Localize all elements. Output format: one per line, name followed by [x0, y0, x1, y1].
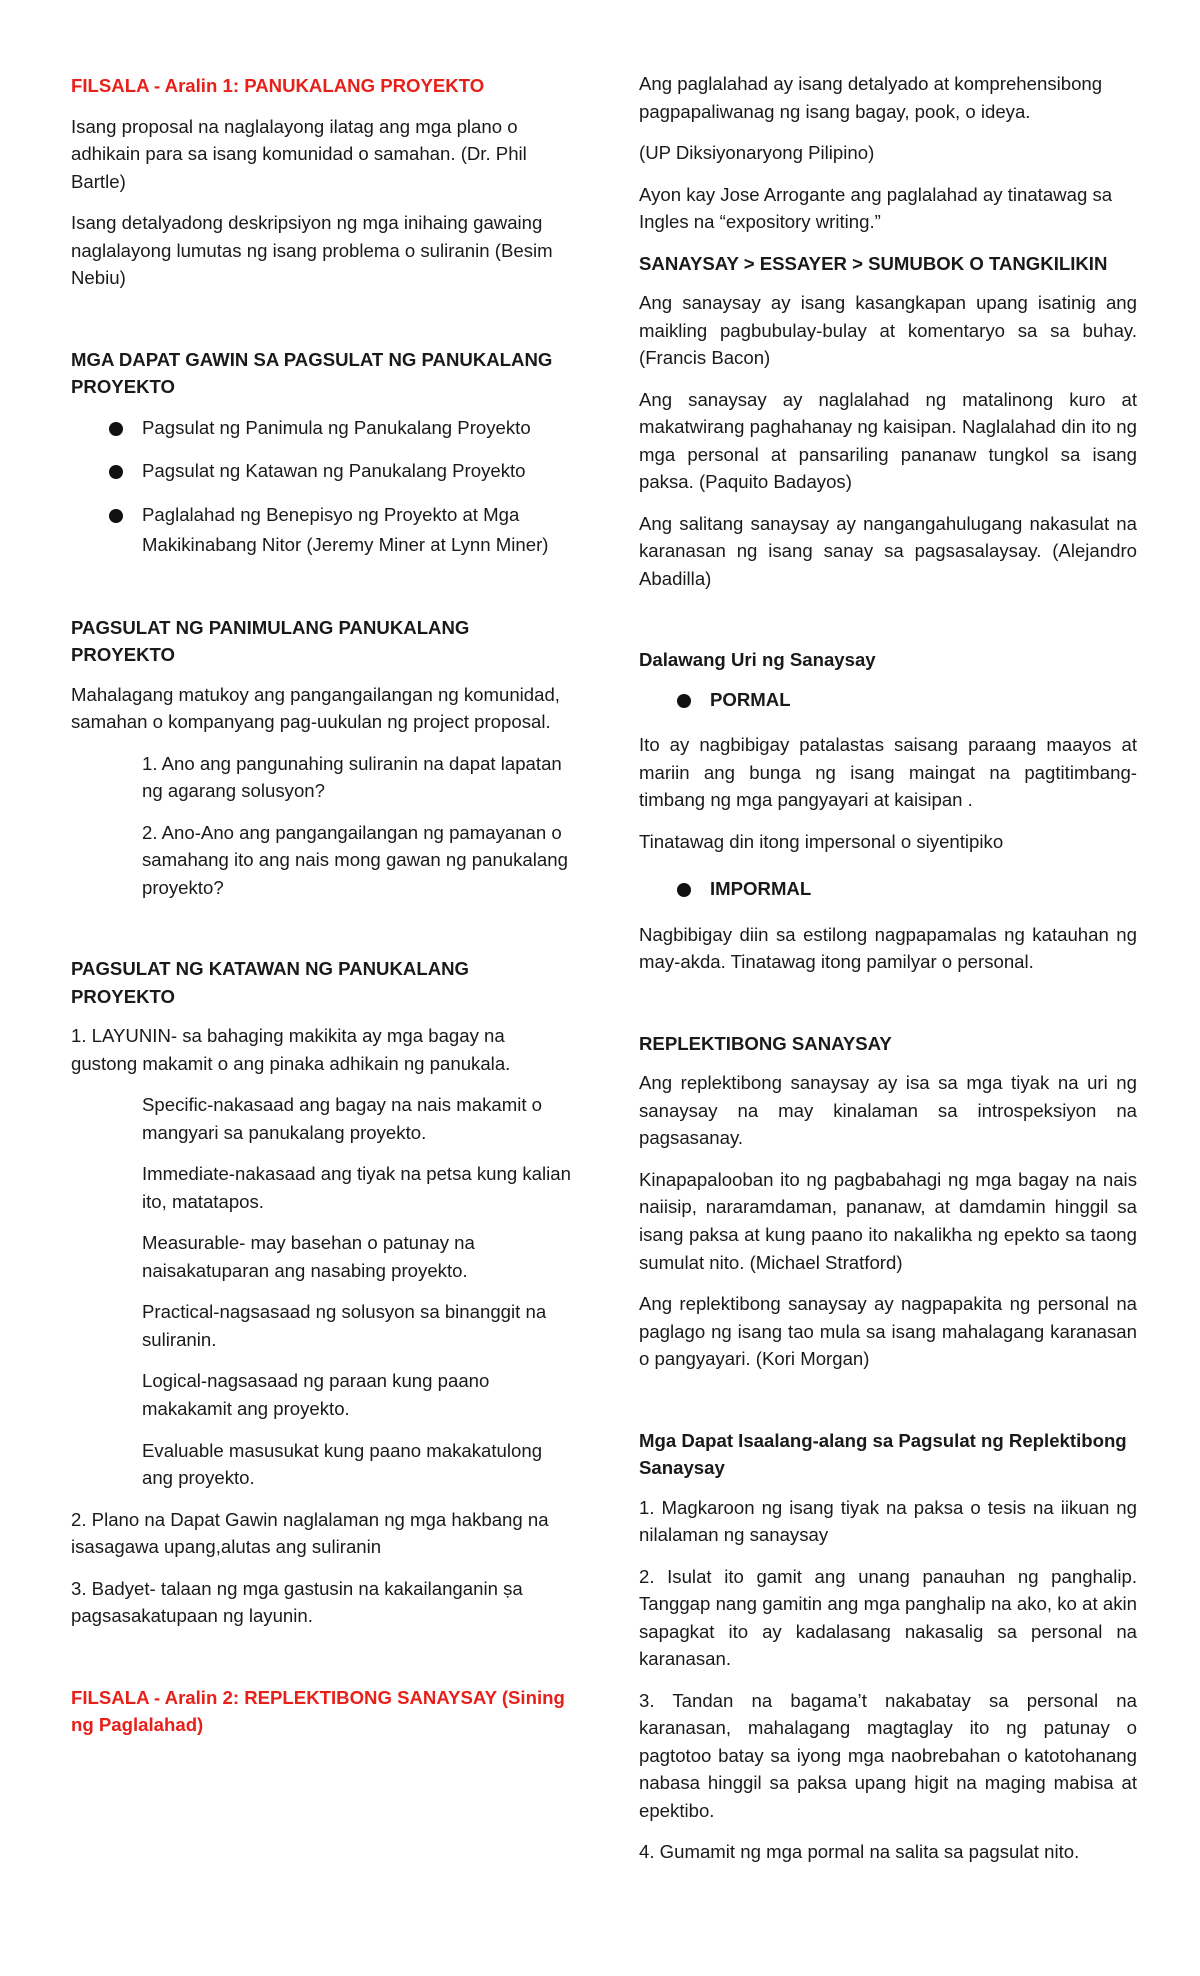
list-item: Pagsulat ng Panimula ng Panukalang Proyekto: [71, 413, 571, 443]
impormal-text: Nagbibigay diin sa estilong nagpapamalas ng katauhan ng may-akda. Tinatawag itong pamilyar o personal.: [639, 923, 1137, 973]
list-item: Pagsulat ng Katawan ng Panukalang Proyekto: [71, 456, 571, 486]
smart-item-logical: Logical-nagsasaad ng paraan kung paano makakamit ang proyekto.: [142, 1370, 490, 1419]
smart-item-practical: Practical-nagsasaad ng solusyon sa binanggit na suliranin.: [142, 1301, 547, 1350]
aralin1-title: FILSALA - Aralin 1: PANUKALANG PROYEKTO: [71, 75, 485, 96]
smart-item-specific: Specific-nakasaad ang bagay na nais makamit o mangyari sa panukalang proyekto.: [142, 1094, 543, 1143]
layunin-text: 1. LAYUNIN- sa bahaging makikita ay mga bagay na gustong makamit o ang pinaka adhikain ng panukala.: [71, 1025, 511, 1074]
isaalang-heading: Mga Dapat Isaalang-alang sa Pagsulat ng Replektibong Sanaysay: [639, 1429, 1127, 1479]
bullet-icon: [109, 422, 123, 436]
katawan-heading: PAGSULAT NG KATAWAN NG PANUKALANG PROYEKTO: [71, 958, 470, 1007]
definition-bartle: Isang proposal na naglalayong ilatag ang mga plano o adhikain para sa isang komunidad o samahan. (Dr. Phil Bartle): [71, 115, 527, 192]
uri-heading: Dalawang Uri ng Sanaysay: [639, 649, 876, 671]
arrogante-text: Ayon kay Jose Arrogante ang paglalahad ay tinatawag sa Ingles na “expository writing.”: [639, 183, 1113, 233]
replektibo-text-3: Ang replektibong sanaysay ay nagpapakita ng personal na paglago ng isang tao mula sa isang mahalagang karanasan o pangyayari. (Kori Morgan): [639, 1293, 1137, 1370]
pormal-text: Ito ay nagbibigay patalastas saisang paraang maayos at mariin ang bunga ng isang maingat na pagtitimbang-timbang ng mga pangyayari at kaisipan .: [639, 734, 1137, 811]
badyet-text: 3. Badyet- talaan ng mga gastusin na kakailanganin ṣa pagsasakatupaan ng layunin.: [71, 1577, 523, 1627]
left-column: [71, 72, 571, 1752]
definition-nebiu: Isang detalyadong deskripsiyon ng mga inihaing gawaing naglalayong lumutas ng isang problema o suliranin (Besim Nebiu): [71, 212, 553, 289]
pormal-text-2: Tinatawag din itong impersonal o siyentipiko: [639, 830, 1004, 852]
isaalang-item-4: 4. Gumamit ng mga pormal na salita sa pagsulat nito.: [639, 1841, 1080, 1863]
panimula-question-2: 2. Ano-Ano ang pangangailangan ng pamayanan o samahang ito ang nais mong gawan ng panukalang proyekto?: [142, 821, 568, 898]
paglalahad-definition: Ang paglalahad ay isang detalyado at komprehensibong pagpapaliwanag ng isang bagay, pook, o ideya.: [639, 73, 1103, 122]
replektibo-text-1: Ang replektibong sanaysay ay isa sa mga tiyak na uri ng sanaysay na may kinalaman sa introspeksiyon na pagsasanay.: [639, 1072, 1137, 1149]
badayos-text: Ang sanaysay ay naglalahad ng matalinong kuro at makatwirang paghahanay ng kaisipan. Naglalahad din ito ng mga personal at pansariling pananaw tungkol sa isang paksa. (Paquito Badayos): [639, 388, 1137, 493]
smart-item-immediate: Immediate-nakasaad ang tiyak na petsa kung kalian ito, matatapos.: [142, 1163, 571, 1212]
smart-item-evaluable: Evaluable masusukat kung paano makakatulong ang proyekto.: [142, 1439, 543, 1489]
sanaysay-heading: SANAYSAY > ESSAYER > SUMUBOK O TANGKILIKIN: [639, 252, 1108, 274]
isaalang-item-3: 3. Tandan na bagama’t nakabatay sa personal na karanasan, mahalagang magtaglay ito ng patunay o pagtotoo batay sa iyong mga naobrebahan o katotohanang nabasa hinggil sa paksa upang higit na maging mabisa at epektibo.: [639, 1689, 1137, 1821]
plano-text: 2. Plano na Dapat Gawin naglalaman ng mga hakbang na isasagawa upang,alutas ang suliranin: [71, 1508, 549, 1558]
bullet-icon: [109, 509, 123, 523]
abadilla-text: Ang salitang sanaysay ay nangangahulugang nakasulat na karanasan ng isang sanay sa pagsasalaysay. (Alejandro Abadilla): [639, 512, 1137, 589]
gawin-list: [71, 413, 571, 560]
gawin-heading: MGA DAPAT GAWIN SA PAGSULAT NG PANUKALANG PROYEKTO: [71, 348, 553, 398]
bullet-icon: [677, 694, 691, 708]
list-item: Paglalahad ng Benepisyo ng Proyekto at Mga Makikinabang Nitor (Jeremy Miner at Lynn Miner): [71, 500, 571, 560]
impormal-bullet: IMPORMAL: [639, 875, 1137, 903]
panimula-text: Mahalagang matukoy ang pangangailangan ng komunidad, samahan o kompanyang pag-uukulan ng project proposal.: [71, 683, 560, 733]
bullet-icon: [109, 465, 123, 479]
replektibo-heading: REPLEKTIBONG SANAYSAY: [639, 1032, 892, 1054]
panimula-heading: PAGSULAT NG PANIMULANG PANUKALANG PROYEKTO: [71, 616, 470, 666]
smart-item-measurable: Measurable- may basehan o patunay na naisakatuparan ang nasabing proyekto.: [142, 1232, 475, 1281]
isaalang-item-2: 2. Isulat ito gamit ang unang panauhan ng panghalip. Tanggap nang gamitin ang mga panghalip na ako, ko at akin sapagkat ito ay kadalasang nakasalig sa personal na karanasan.: [639, 1565, 1137, 1670]
aralin2-title: FILSALA - Aralin 2: REPLEKTIBONG SANAYSAY (Sining ng Paglalahad): [71, 1686, 565, 1736]
pormal-bullet: PORMAL: [639, 686, 1137, 714]
right-column: [639, 70, 1137, 1880]
bacon-text: Ang sanaysay ay isang kasangkapan upang isatinig ang maikling pagbubulay-bulay at komentaryo sa sa buhay. (Francis Bacon): [639, 292, 1137, 369]
panimula-question-1: 1. Ano ang pangunahing suliranin na dapat lapatan ng agarang solusyon?: [142, 752, 562, 802]
replektibo-text-2: Kinapapalooban ito ng pagbabahagi ng mga bagay na nais naiisip, nararamdaman, pananaw, at damdamin hinggil sa isang paksa at kung paano ito nakalikha ng epekto sa taong sumulat nito. (Michael Stratford): [639, 1168, 1137, 1273]
isaalang-item-1: 1. Magkaroon ng isang tiyak na paksa o tesis na iikuan ng nilalaman ng sanaysay: [639, 1496, 1137, 1546]
up-reference: (UP Diksiyonaryong Pilipino): [639, 142, 875, 164]
bullet-icon: [677, 883, 691, 897]
